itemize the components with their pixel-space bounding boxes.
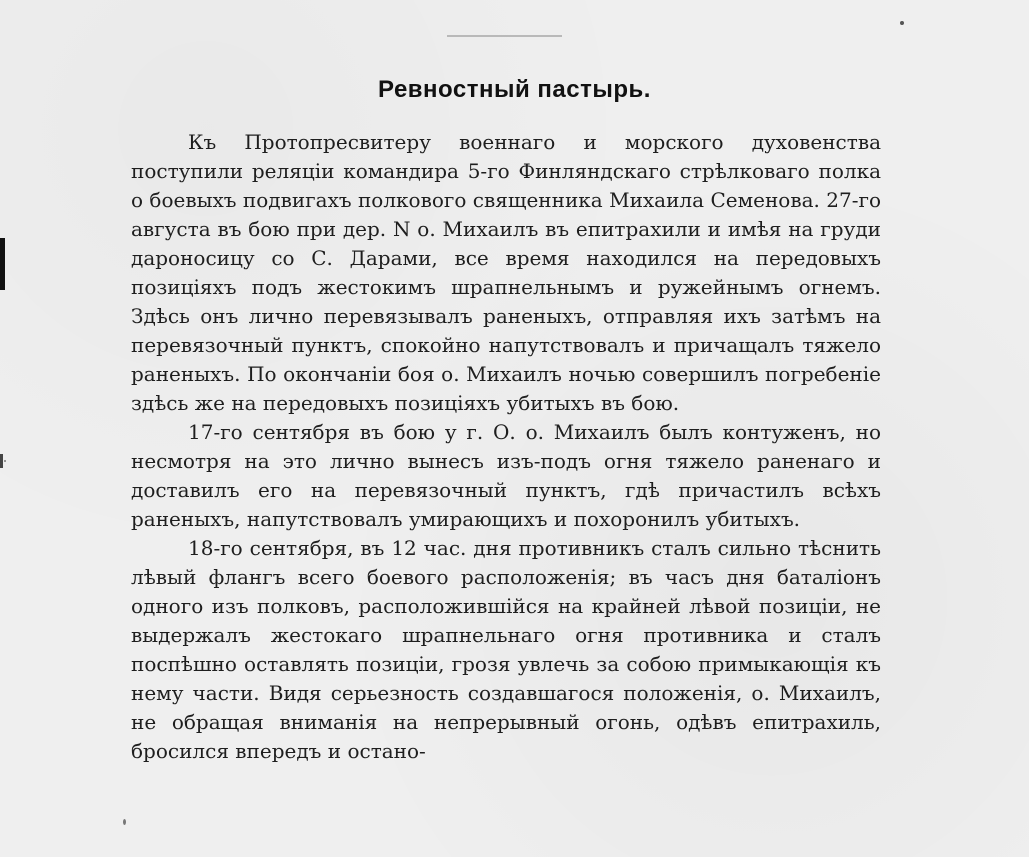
article-title: Ревностный пастырь. — [378, 76, 651, 103]
scan-speck — [900, 21, 904, 25]
paragraph-1: Къ Протопресвитеру военнаго и морского духовенства поступили реляціи командира 5-го Финляндскаго стрѣлковаго полка о боевыхъ подвигахъ полкового священника Михаила Семенова. 27-го августа въ бою при дер. N о. Михаилъ въ епитрахили и имѣя на груди дароносицу со С. Дарами, все время находился на передовыхъ позиціяхъ подъ жестокимъ шрапнельнымъ и ружейнымъ огнемъ. Здѣсь онъ лично перевязывалъ раненыхъ, отправляя ихъ затѣмъ на перевязочный пунктъ, спокойно напутствовалъ и причащалъ тяжело раненыхъ. По окончаніи боя о. Михаилъ ночью совершилъ погребеніе здѣсь же на передовыхъ позиціяхъ убитыхъ въ бою. — [131, 130, 881, 415]
paragraph-3: 18-го сентября, въ 12 час. дня противникъ сталъ сильно тѣснить лѣвый флангъ всего боевого расположенія; въ часъ дня баталіонъ одного изъ полковъ, расположившійся на крайней лѣвой позиціи, не выдержалъ жестокаго шрапнельнаго огня противника и сталъ поспѣшно оставлять позиціи, грозя увлечь за собою примыкающія къ нему части. Видя серьезность создавшагося положенія, о. Михаилъ, не обращая вниманія на непрерывный огонь, одѣвъ епитрахиль, бросился впередъ и остано- — [131, 536, 881, 763]
paragraph-2: 17-го сентября въ бою у г. О. о. Михаилъ былъ контуженъ, но несмотря на это лично вынесъ изъ-подъ огня тяжело раненаго и доставилъ его на перевязочный пунктъ, гдѣ причастилъ всѣхъ раненыхъ, напутствовалъ умирающихъ и похоронилъ убитыхъ. — [131, 420, 881, 531]
scan-edge-mark-small — [0, 454, 3, 468]
scan-speck — [4, 460, 6, 462]
top-rule — [447, 35, 562, 37]
article-body — [131, 128, 881, 766]
scan-edge-mark — [0, 238, 5, 290]
scan-speck — [123, 819, 126, 825]
